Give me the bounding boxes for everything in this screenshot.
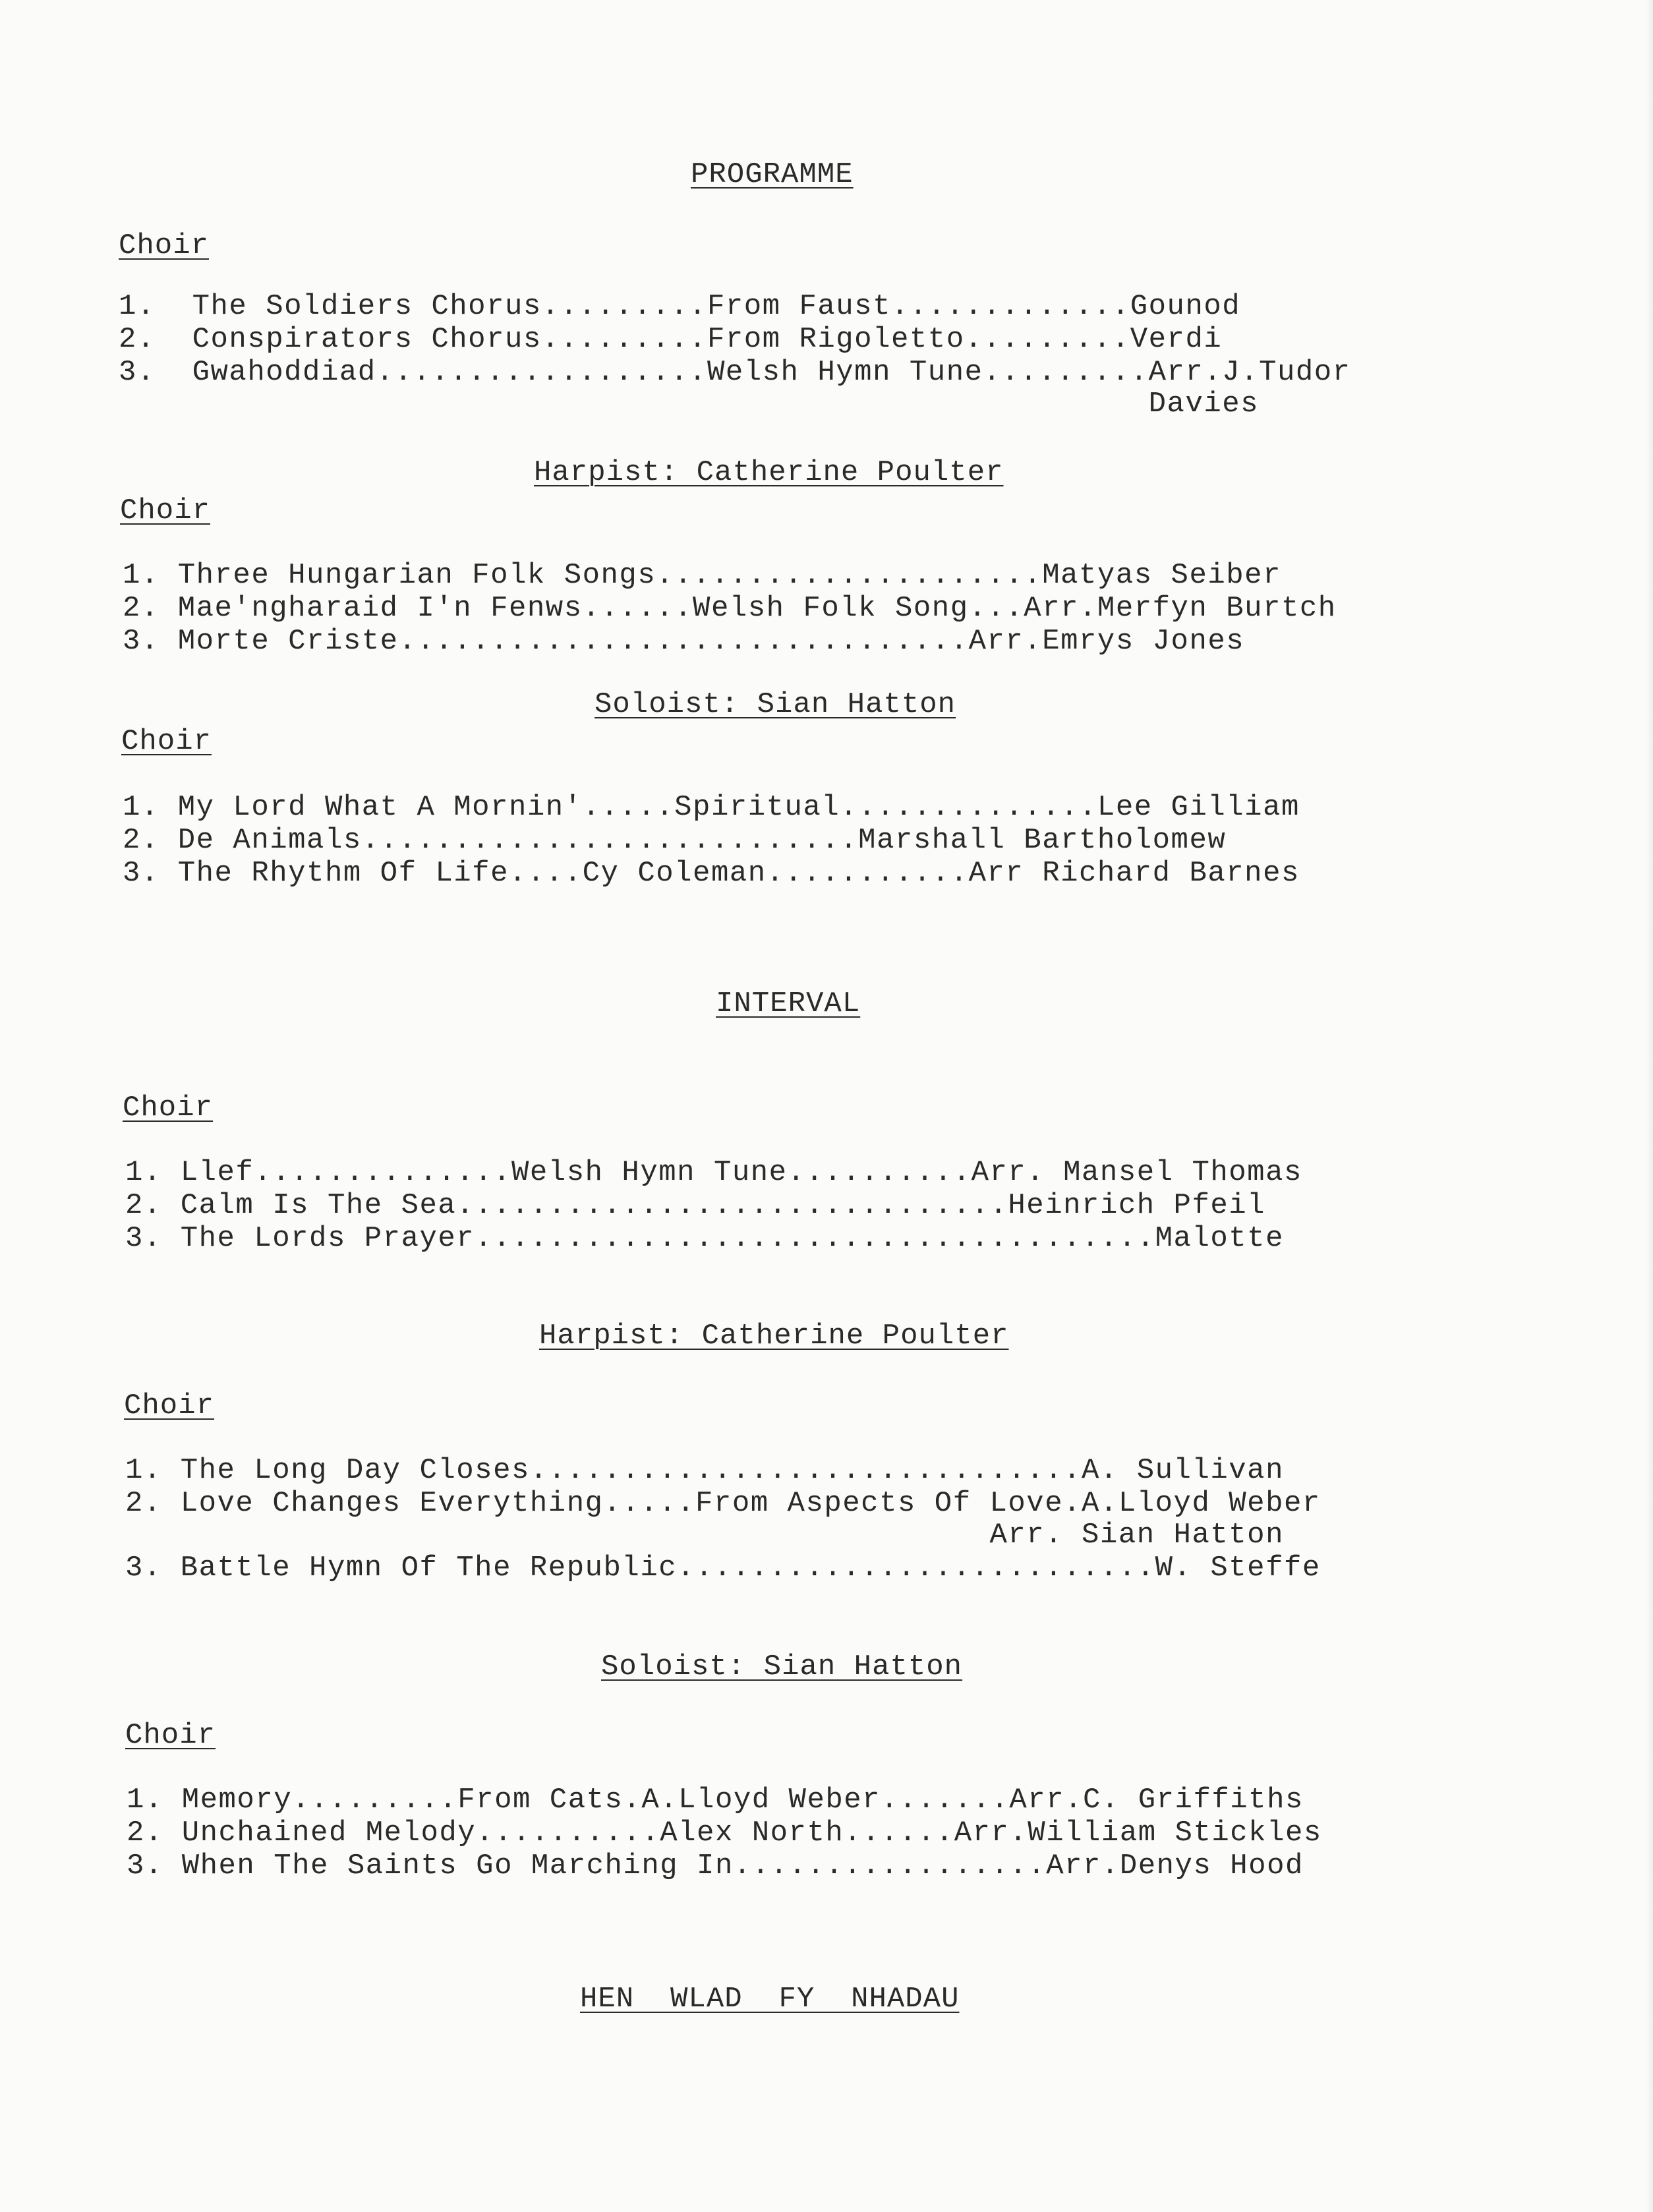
programme-item: 3. Morte Criste...............................Arr.Emrys Jones <box>123 625 1245 658</box>
programme-item: 3. The Rhythm Of Life....Cy Coleman...........Arr Richard Barnes <box>123 857 1300 890</box>
choir-label: Choir <box>123 1091 214 1124</box>
programme-item: 3. Battle Hymn Of The Republic..........................W. Steffe <box>125 1552 1321 1585</box>
soloist-heading: Soloist: Sian Hatton <box>601 1650 963 1683</box>
programme-item-continuation: Davies <box>119 388 1260 421</box>
programme-item: 2. Unchained Melody..........Alex North......Arr.William Stickles <box>127 1817 1322 1849</box>
programme-item-continuation: Arr. Sian Hatton <box>125 1519 1284 1552</box>
programme-title: PROGRAMME <box>691 158 854 191</box>
page-edge-shadow <box>1646 0 1653 2212</box>
programme-item: 3. Gwahoddiad..................Welsh Hymn Tune.........Arr.J.Tudor <box>119 356 1351 389</box>
programme-item: 2. Mae'ngharaid I'n Fenws......Welsh Folk Song...Arr.Merfyn Burtch <box>123 592 1337 625</box>
choir-label: Choir <box>119 229 210 262</box>
soloist-heading: Soloist: Sian Hatton <box>594 688 956 721</box>
programme-item: 2. Calm Is The Sea..............................Heinrich Pfeil <box>125 1189 1266 1222</box>
harpist-heading: Harpist: Catherine Poulter <box>539 1320 1009 1353</box>
programme-item: 1. Memory.........From Cats.A.Lloyd Weber.......Arr.C. Griffiths <box>127 1784 1304 1817</box>
anthem-heading: HEN WLAD FY NHADAU <box>580 1983 960 2016</box>
programme-item: 2. De Animals...........................Marshall Bartholomew <box>123 824 1227 857</box>
choir-label: Choir <box>125 1719 216 1752</box>
programme-item: 2. Conspirators Chorus.........From Rigoletto.........Verdi <box>119 323 1223 356</box>
programme-item: 1. The Long Day Closes..............................A. Sullivan <box>125 1454 1284 1487</box>
choir-label: Choir <box>120 494 211 527</box>
programme-item: 1. Three Hungarian Folk Songs.....................Matyas Seiber <box>123 559 1281 592</box>
choir-label: Choir <box>121 725 212 758</box>
choir-label: Choir <box>124 1389 215 1422</box>
programme-item: 1. My Lord What A Mornin'.....Spiritual..............Lee Gilliam <box>123 791 1300 824</box>
programme-item: 3. The Lords Prayer.....................................Malotte <box>125 1222 1284 1255</box>
programme-item: 2. Love Changes Everything.....From Aspects Of Love.A.Lloyd Weber <box>125 1487 1321 1520</box>
programme-item: 1. The Soldiers Chorus.........From Faust.............Gounod <box>119 290 1241 323</box>
interval-heading: INTERVAL <box>716 987 861 1020</box>
programme-item: 1. Llef..............Welsh Hymn Tune..........Arr. Mansel Thomas <box>125 1156 1302 1189</box>
programme-item: 3. When The Saints Go Marching In.................Arr.Denys Hood <box>127 1849 1304 1882</box>
harpist-heading: Harpist: Catherine Poulter <box>534 456 1004 489</box>
